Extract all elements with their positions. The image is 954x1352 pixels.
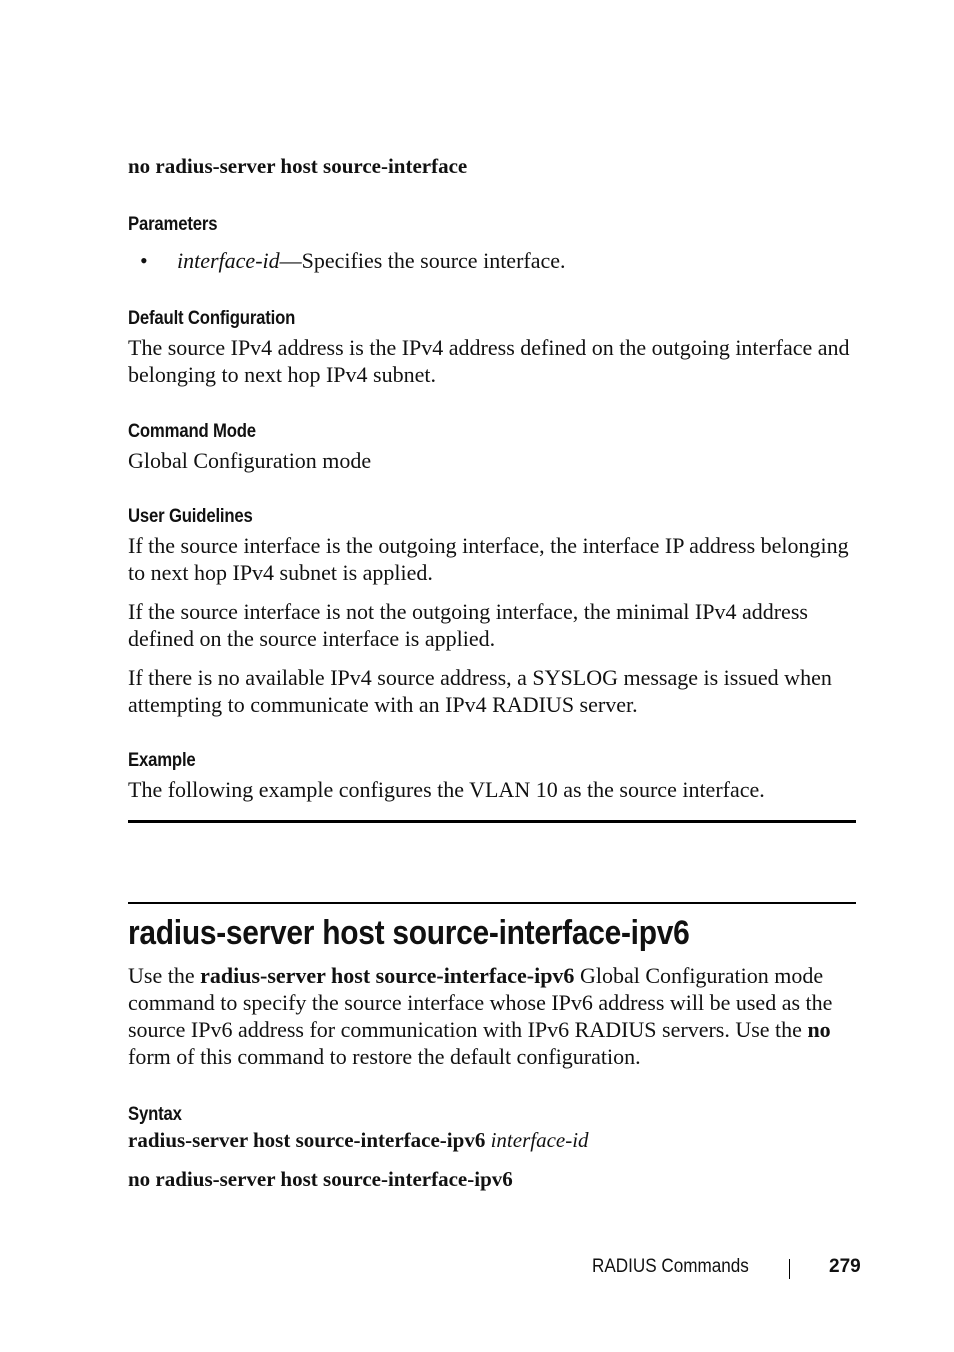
intro-no-keyword: no xyxy=(807,1017,831,1042)
footer-chapter: RADIUS Commands xyxy=(592,1256,749,1277)
footer-separator xyxy=(789,1259,790,1279)
parameter-term: interface-id xyxy=(177,248,280,273)
parameter-item xyxy=(140,248,566,274)
example-text: The following example configures the VLAN 10 as the source interface. xyxy=(128,777,765,802)
user-guidelines-paragraph: If there is no available IPv4 source address, a SYSLOG message is issued when attempting to communicate with an IPv4 RADIUS server. xyxy=(128,665,832,717)
parameter-description: —Specifies the source interface. xyxy=(279,248,566,273)
intro-part2: Global Configuration mode command to specify the source interface whose IPv6 address will be used as the source IPv6 address for communication with IPv6 RADIUS servers. Use the xyxy=(128,963,833,1042)
section-end-rule xyxy=(128,820,856,823)
page-number: 279 xyxy=(829,1256,861,1277)
section-title: radius-server host source-interface-ipv6 xyxy=(128,914,690,952)
command-mode-heading: Command Mode xyxy=(128,421,256,442)
syntax-command-name: radius-server host source-interface-ipv6 xyxy=(128,1128,486,1152)
command-mode-text: Global Configuration mode xyxy=(128,448,372,473)
default-configuration-text: The source IPv4 address is the IPv4 address defined on the outgoing interface and belonging to next hop IPv4 subnet. xyxy=(128,335,850,387)
syntax-command xyxy=(128,1128,589,1153)
section-intro xyxy=(128,962,856,1070)
user-guidelines-heading: User Guidelines xyxy=(128,506,253,527)
syntax-no-command: no radius-server host source-interface-ipv6 xyxy=(128,1167,513,1191)
intro-command: radius-server host source-interface-ipv6 xyxy=(200,963,575,988)
user-guidelines-paragraph: If the source interface is the outgoing interface, the interface IP address belonging to next hop IPv4 subnet is applied. xyxy=(128,533,849,585)
syntax-heading: Syntax xyxy=(128,1104,182,1125)
syntax-argument: interface-id xyxy=(490,1128,589,1152)
default-configuration-heading: Default Configuration xyxy=(128,308,296,329)
no-command-syntax: no radius-server host source-interface xyxy=(128,154,468,178)
user-guidelines-paragraph: If the source interface is not the outgoing interface, the minimal IPv4 address defined on the source interface is applied. xyxy=(128,599,808,651)
section-title-rule xyxy=(128,902,856,904)
intro-part3: form of this command to restore the default configuration. xyxy=(128,1044,641,1069)
bullet-icon: • xyxy=(140,248,148,273)
parameters-heading: Parameters xyxy=(128,214,218,235)
example-heading: Example xyxy=(128,750,196,771)
intro-part1: Use the xyxy=(128,963,201,988)
